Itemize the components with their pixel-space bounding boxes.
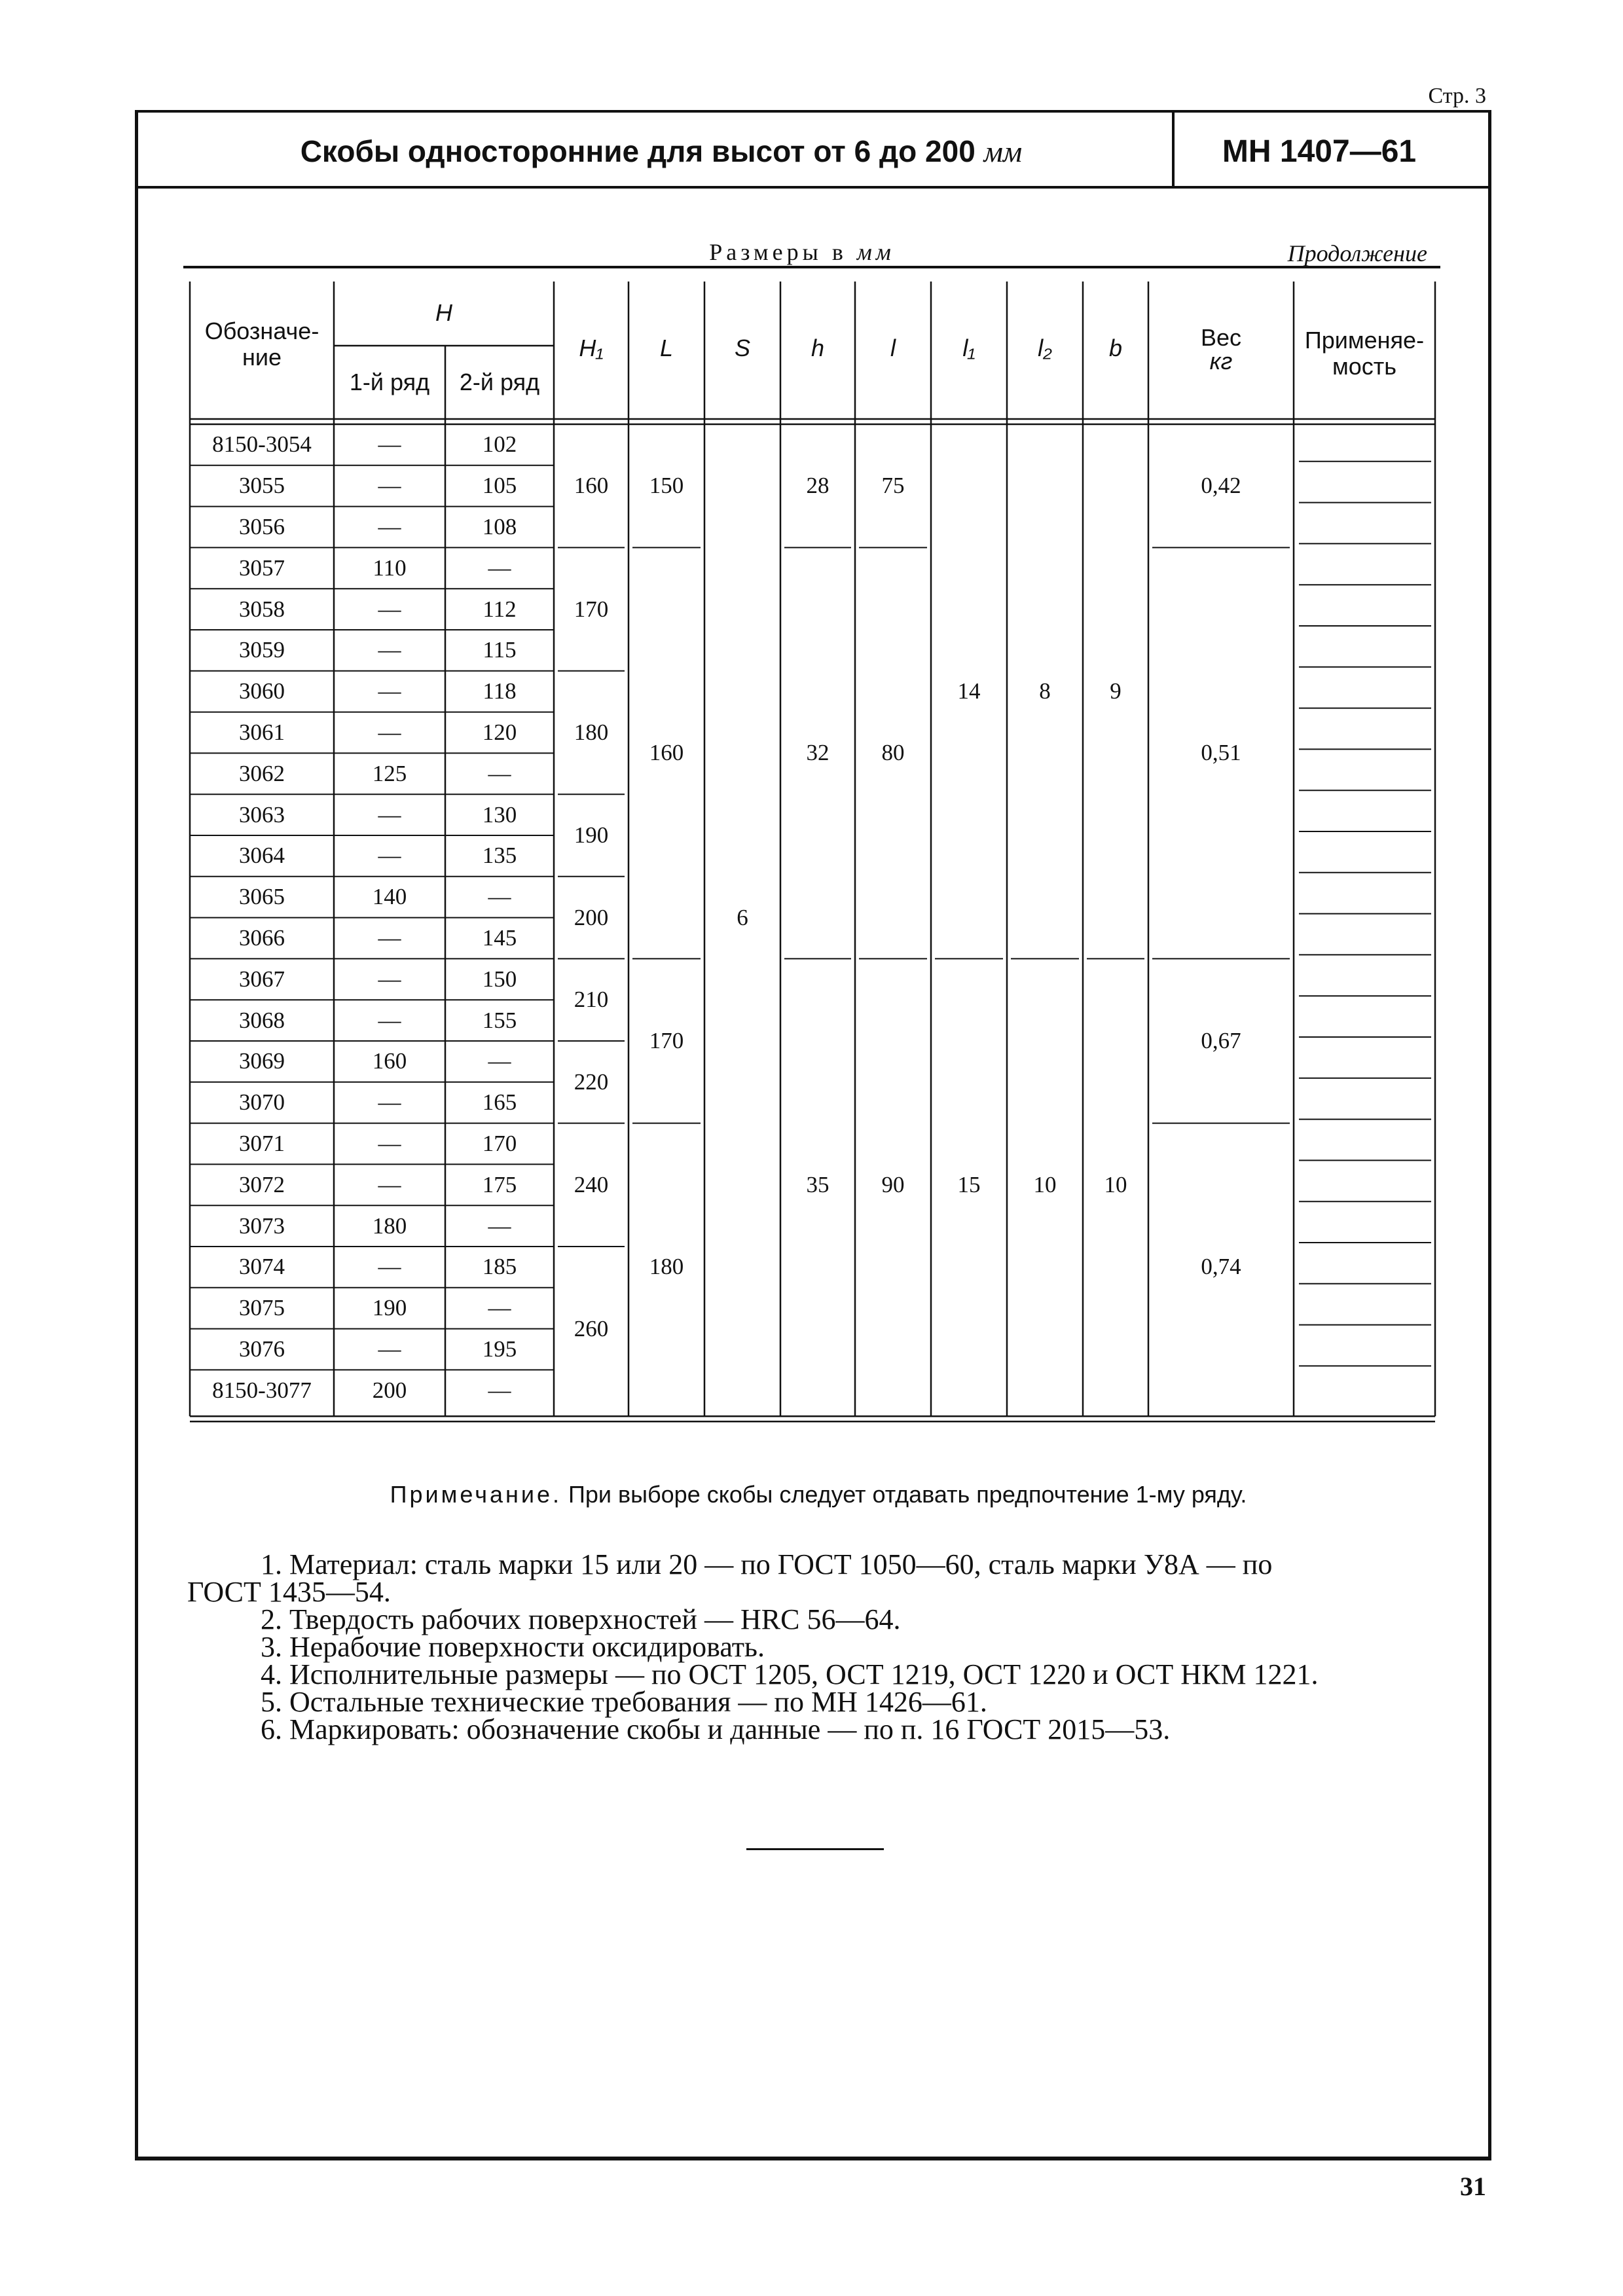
header-weight: Вес <box>1200 324 1242 351</box>
row-designation: 3072 <box>239 1171 285 1197</box>
group-L: 160 <box>649 740 684 766</box>
header-H: H <box>435 299 452 326</box>
requirement-6: 6. Маркировать: обозначение скобы и данные — по п. 16 ГОСТ 2015—53. <box>261 1713 1171 1745</box>
group-L: 170 <box>649 1028 684 1053</box>
row-h-row2: — <box>488 1377 511 1403</box>
row-h-row2: 150 <box>482 966 517 992</box>
header-designation: Обозначе- ние <box>204 318 319 371</box>
row-h-row2: — <box>488 760 511 786</box>
group-weight: 0,74 <box>1201 1254 1241 1280</box>
requirement-1-cont: ГОСТ 1435—54. <box>187 1576 391 1608</box>
row-designation: 3075 <box>239 1295 285 1321</box>
requirement-2: 2. Твердость рабочих поверхностей — HRC 56—64. <box>261 1603 901 1635</box>
row-h-row1: 180 <box>372 1212 407 1239</box>
row-designation: 3059 <box>239 637 285 663</box>
row-designation: 3074 <box>239 1254 285 1280</box>
row-h-row2: 195 <box>482 1336 517 1362</box>
group-b: 10 <box>1104 1171 1127 1197</box>
header-H1: H₁ <box>579 335 604 361</box>
end-rule <box>746 1848 884 1850</box>
row-h-row1: — <box>378 431 401 458</box>
group-H1: 240 <box>574 1171 609 1197</box>
row-h-row2: 105 <box>482 473 517 499</box>
row-designation: 3069 <box>239 1048 285 1074</box>
row-h-row2: 170 <box>482 1131 517 1156</box>
header-h: h <box>811 335 825 361</box>
row-designation: 3060 <box>239 678 285 704</box>
row-designation: 3071 <box>239 1131 285 1156</box>
row-designation: 3066 <box>239 925 285 951</box>
group-l: 75 <box>881 473 905 499</box>
group-L: 180 <box>649 1254 684 1280</box>
row-designation: 3061 <box>239 720 285 745</box>
row-h-row2: 120 <box>482 720 517 745</box>
row-h-row2: — <box>488 555 511 581</box>
table-note: Примечание. При выборе скобы следует отдавать предпочтение 1-му ряду. <box>390 1481 1247 1508</box>
header-weight-unit: кг <box>1209 348 1233 374</box>
row-h-row1: — <box>378 637 401 663</box>
row-designation: 3064 <box>239 843 285 869</box>
group-H1: 160 <box>574 473 609 499</box>
row-designation: 3062 <box>239 760 285 786</box>
group-H1: 170 <box>574 596 609 622</box>
header-applicability: Применяе- мость <box>1304 327 1425 380</box>
row-h-row2: 155 <box>482 1007 517 1033</box>
header-l: l <box>890 335 896 361</box>
header-l2: l₂ <box>1038 335 1052 361</box>
row-designation: 3070 <box>239 1089 285 1116</box>
row-h-row1: — <box>378 925 401 951</box>
row-designation: 3068 <box>239 1007 285 1033</box>
row-h-row1: — <box>378 1089 401 1116</box>
dimensions-caption: Размеры в мм <box>709 239 895 265</box>
row-h-row2: 118 <box>483 678 517 704</box>
row-h-row2: 185 <box>482 1254 517 1280</box>
row-h-row2: 115 <box>483 637 517 663</box>
group-weight: 0,67 <box>1201 1028 1241 1053</box>
page-number: 31 <box>1460 2172 1486 2201</box>
row-h-row1: — <box>378 1007 401 1033</box>
row-h-row1: — <box>378 473 401 499</box>
group-H1: 220 <box>574 1068 609 1095</box>
row-designation: 3076 <box>239 1336 285 1362</box>
row-designation: 3067 <box>239 966 285 992</box>
row-h-row2: — <box>488 1048 511 1074</box>
group-l2: 10 <box>1033 1171 1057 1197</box>
header-l1: l₁ <box>962 335 976 361</box>
row-designation: 3073 <box>239 1212 285 1239</box>
row-h-row1: 125 <box>372 760 407 786</box>
group-l: 80 <box>881 740 905 766</box>
row-h-row1: — <box>378 1131 401 1156</box>
group-H1: 180 <box>574 720 609 745</box>
standard-number: МН 1407—61 <box>1222 134 1417 169</box>
row-h-row2: — <box>488 884 511 910</box>
group-l1: 15 <box>957 1171 981 1197</box>
row-h-row1: 110 <box>373 555 407 581</box>
row-h-row1: 190 <box>372 1295 407 1321</box>
group-h: 35 <box>806 1171 830 1197</box>
group-H1: 260 <box>574 1315 609 1341</box>
document-title: Скобы односторонние для высот от 6 до 200 мм <box>300 134 1023 168</box>
row-h-row1: — <box>378 514 401 539</box>
row-h-row1: 160 <box>372 1048 407 1074</box>
requirement-4: 4. Исполнительные размеры — по ОСТ 1205, ОСТ 1219, ОСТ 1220 и ОСТ НКМ 1221. <box>261 1658 1319 1690</box>
group-l2: 8 <box>1039 678 1051 704</box>
row-h-row1: — <box>378 966 401 992</box>
row-h-row1: 140 <box>372 884 407 910</box>
header-row1: 1-й ряд <box>349 369 430 395</box>
group-L: 150 <box>649 473 684 499</box>
row-h-row2: — <box>488 1212 511 1239</box>
row-h-row1: — <box>378 596 401 622</box>
group-l1: 14 <box>957 678 981 704</box>
row-h-row2: 108 <box>482 514 517 539</box>
row-h-row2: 112 <box>483 596 517 622</box>
row-h-row1: — <box>378 720 401 745</box>
row-h-row1: — <box>378 1254 401 1280</box>
row-h-row1: — <box>378 1171 401 1197</box>
header-b: b <box>1108 335 1123 361</box>
group-S: 6 <box>737 904 748 930</box>
row-h-row2: 145 <box>482 925 517 951</box>
header-L: L <box>659 335 674 361</box>
row-h-row2: 135 <box>482 843 517 869</box>
header-row2: 2-й ряд <box>459 369 540 395</box>
requirement-1: 1. Материал: сталь марки 15 или 20 — по ГОСТ 1050—60, сталь марки У8А — по <box>261 1548 1273 1580</box>
row-designation: 8150-3077 <box>212 1377 312 1403</box>
row-h-row2: — <box>488 1295 511 1321</box>
row-designation: 3063 <box>239 801 285 828</box>
group-H1: 190 <box>574 822 609 848</box>
group-weight: 0,42 <box>1201 473 1241 499</box>
requirement-5: 5. Остальные технические требования — по МН 1426—61. <box>261 1686 987 1718</box>
row-h-row2: 165 <box>482 1089 517 1116</box>
header-S: S <box>734 335 750 361</box>
row-designation: 3057 <box>239 555 285 581</box>
requirement-3: 3. Нерабочие поверхности оксидировать. <box>261 1631 765 1663</box>
group-h: 28 <box>806 473 830 499</box>
group-weight: 0,51 <box>1201 740 1241 766</box>
page-label: Стр. 3 <box>1428 84 1486 108</box>
row-h-row1: — <box>378 843 401 869</box>
row-designation: 3065 <box>239 884 285 910</box>
row-designation: 3055 <box>239 473 285 499</box>
row-h-row1: — <box>378 678 401 704</box>
row-h-row1: — <box>378 801 401 828</box>
group-H1: 210 <box>574 987 609 1013</box>
group-h: 32 <box>806 740 830 766</box>
group-H1: 200 <box>574 904 609 930</box>
row-h-row2: 102 <box>482 431 517 458</box>
row-designation: 8150-3054 <box>212 431 312 458</box>
row-h-row1: — <box>378 1336 401 1362</box>
group-b: 9 <box>1110 678 1122 704</box>
row-h-row2: 175 <box>482 1171 517 1197</box>
continued-label: Продолжение <box>1287 240 1427 266</box>
row-designation: 3058 <box>239 596 285 622</box>
row-designation: 3056 <box>239 514 285 539</box>
row-h-row1: 200 <box>372 1377 407 1403</box>
group-l: 90 <box>881 1171 905 1197</box>
row-h-row2: 130 <box>482 801 517 828</box>
